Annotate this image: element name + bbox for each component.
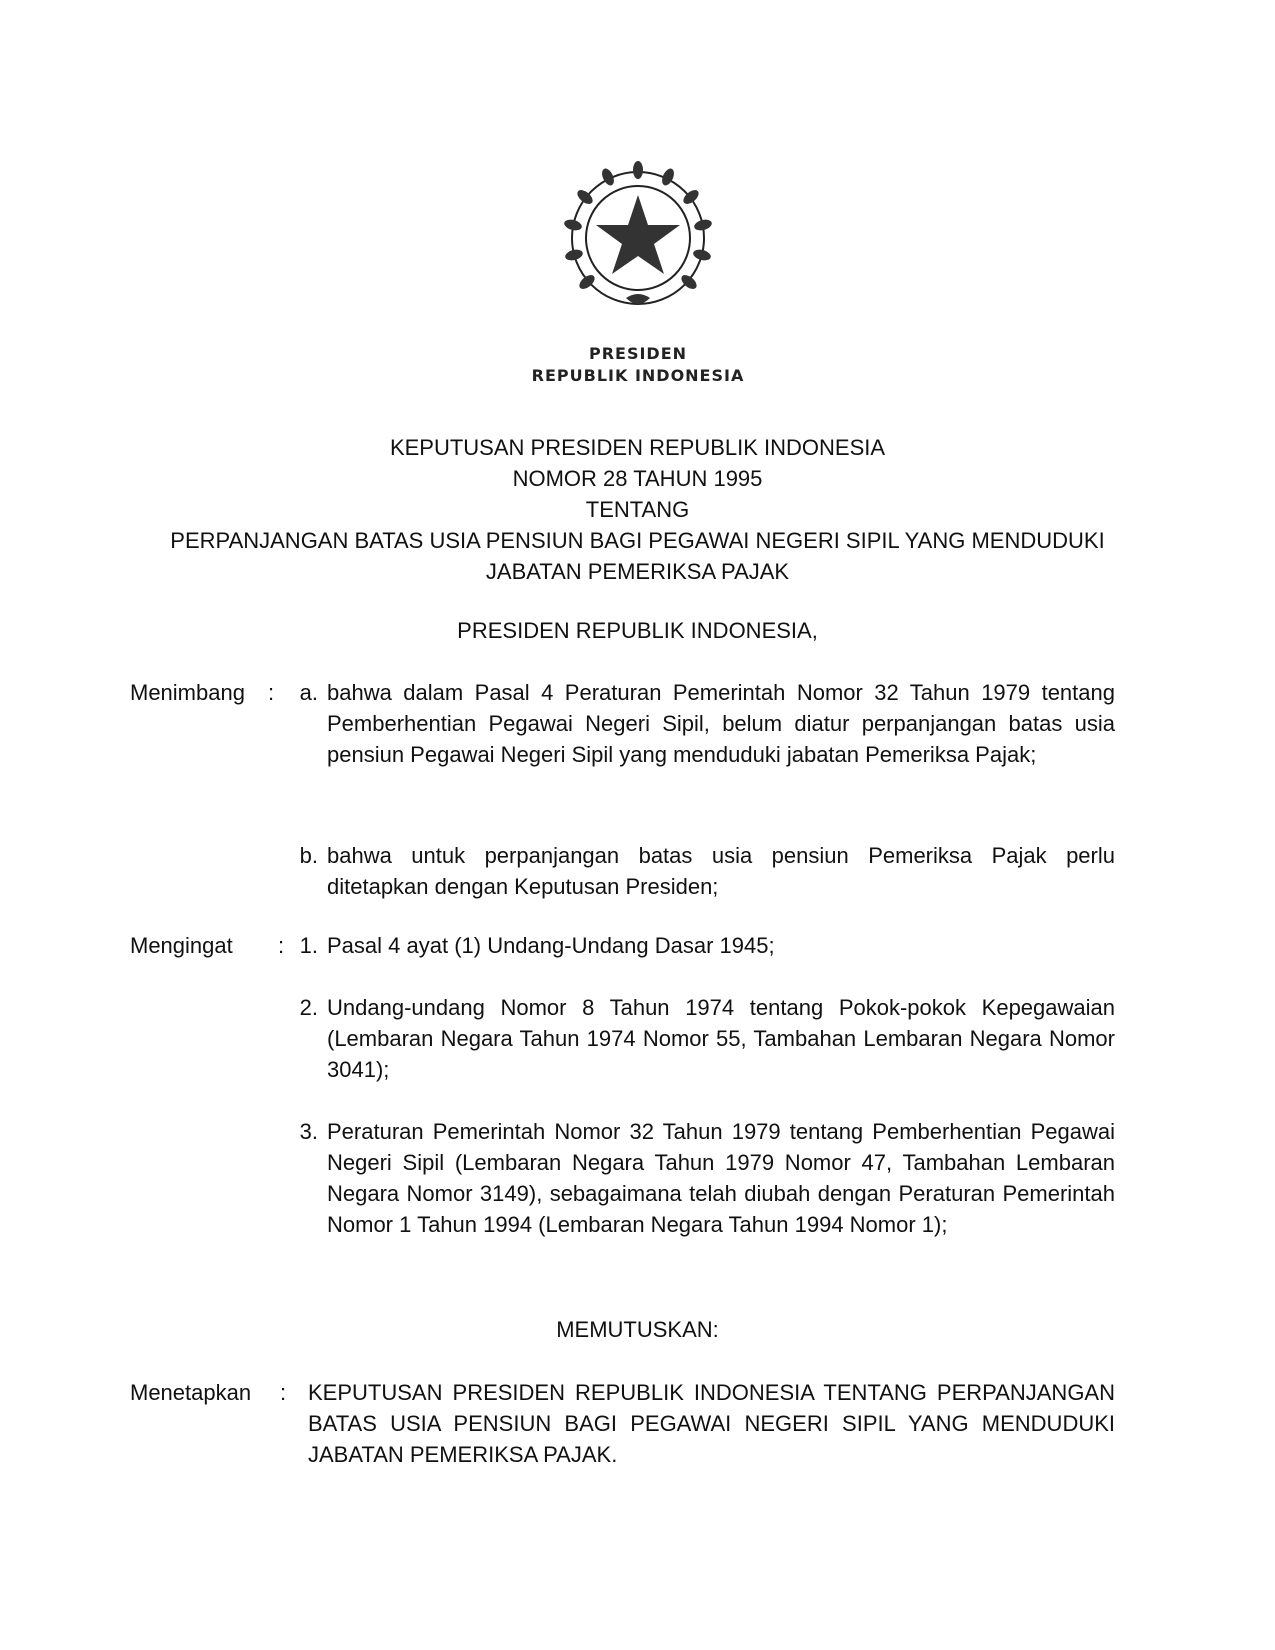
- menimbang-item-marker: a.: [299, 680, 318, 705]
- emblem-caption-line1: PRESIDEN: [588, 344, 688, 363]
- heading-line3: TENTANG: [585, 497, 690, 522]
- menetapkan-text: KEPUTUSAN PRESIDEN REPUBLIK INDONESIA TENTANG PERPANJANGAN BATAS USIA PENSIUN BAGI PEGAWAI NEGERI SIPIL YANG MENDUDUKI JABATAN PEMERIKSA PAJAK.: [308, 1380, 1115, 1467]
- heading-line4: PERPANJANGAN BATAS USIA PENSIUN BAGI PEGAWAI NEGERI SIPIL YANG MENDUDUKI: [170, 528, 1105, 553]
- presidential-seal-icon: [548, 150, 728, 330]
- menimbang-label: Menimbang: [130, 680, 245, 705]
- mengingat-label: Mengingat: [130, 933, 233, 958]
- mengingat-item-text: Pasal 4 ayat (1) Undang-Undang Dasar 1945;: [327, 933, 775, 958]
- emblem-caption: [480, 343, 796, 387]
- mengingat-item-text: Undang-undang Nomor 8 Tahun 1974 tentang Pokok-pokok Kepegawaian (Lembaran Negara Tahun 1974 Nomor 55, Tambahan Lembaran Negara Nomor 3041);: [327, 995, 1115, 1082]
- presiden-line: PRESIDEN REPUBLIK INDONESIA,: [457, 618, 818, 643]
- mengingat-item-marker: 3.: [299, 1119, 318, 1144]
- mengingat-item-text: Peraturan Pemerintah Nomor 32 Tahun 1979 tentang Pemberhentian Pegawai Negeri Sipil (Lembaran Negara Tahun 1979 Nomor 47, Tambahan Lembaran Negara Nomor 3149), sebagaimana telah diubah dengan Peraturan Pemerintah Nomor 1 Tahun 1994 (Lembaran Negara Tahun 1994 Nomor 1);: [327, 1119, 1115, 1237]
- menetapkan-label: Menetapkan: [130, 1380, 252, 1405]
- mengingat-item-marker: 1.: [299, 933, 318, 958]
- menimbang-item-text: bahwa dalam Pasal 4 Peraturan Pemerintah Nomor 32 Tahun 1979 tentang Pemberhentian Pegawai Negeri Sipil, belum diatur perpanjangan batas usia pensiun Pegawai Negeri Sipil yang menduduki jabatan Pemeriksa Pajak;: [327, 680, 1115, 767]
- heading-line5: JABATAN PEMERIKSA PAJAK: [485, 559, 790, 584]
- document-heading: [130, 432, 1145, 587]
- heading-line1: KEPUTUSAN PRESIDEN REPUBLIK INDONESIA: [389, 435, 886, 460]
- menimbang-item-marker: b.: [299, 843, 318, 868]
- menetapkan-colon: :: [280, 1380, 287, 1405]
- heading-line2: NOMOR 28 TAHUN 1995: [512, 466, 763, 491]
- emblem-caption-line2: REPUBLIK INDONESIA: [531, 366, 745, 385]
- mengingat-item-marker: 2.: [299, 995, 318, 1020]
- memutuskan-heading: MEMUTUSKAN:: [556, 1317, 719, 1342]
- menimbang-colon: :: [268, 680, 275, 705]
- menimbang-item-text: bahwa untuk perpanjangan batas usia pensiun Pemeriksa Pajak perlu ditetapkan dengan Keputusan Presiden;: [327, 843, 1115, 899]
- mengingat-colon: :: [278, 933, 285, 958]
